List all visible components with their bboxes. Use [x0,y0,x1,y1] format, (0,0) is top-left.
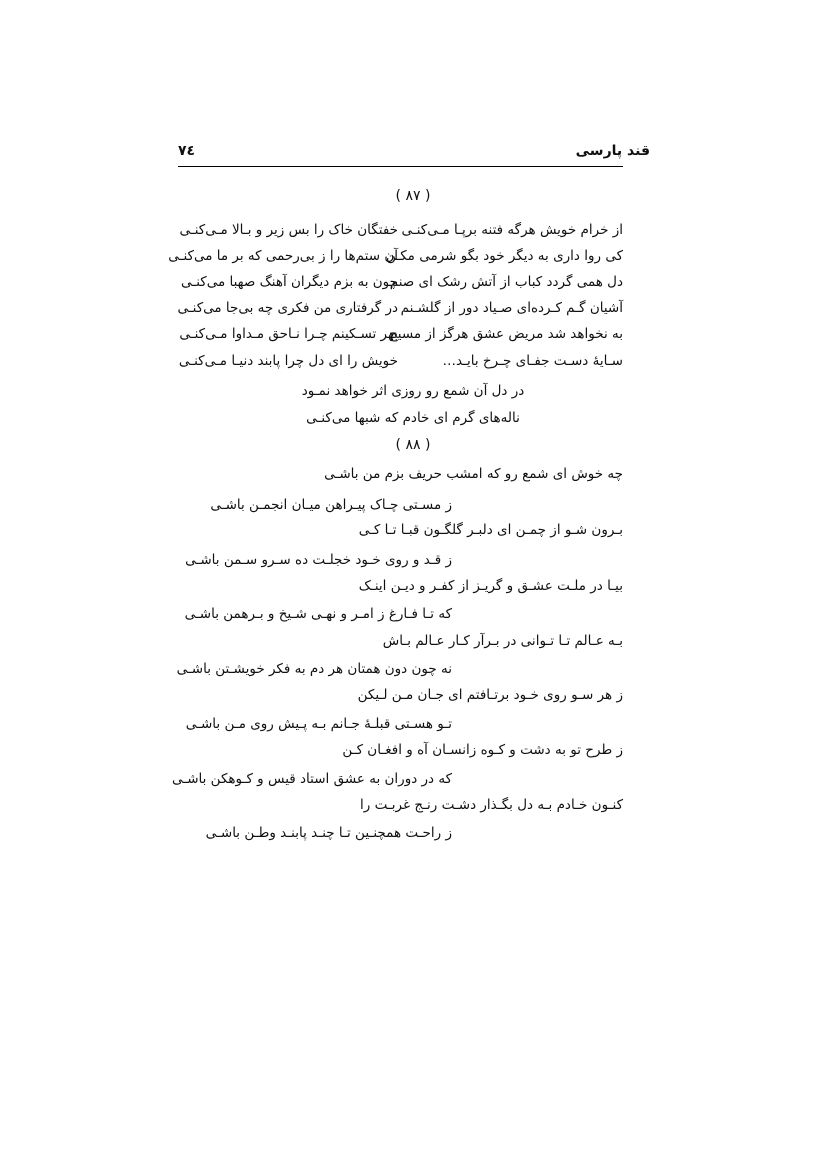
verse-line: بـه عـالم تـا تـوانی در بـرآر کـار عـالم بـاش [382,633,623,649]
verse-line: بیـا در ملـت عشـق و گریـز از کفـر و دیـن اینـک [358,578,623,594]
verse-line: بـرون شـو از چمـن ای دلبـر گلگـون قبـا تـا کـی [358,522,623,538]
verse-line: ز مسـتی چـاک پیـراهن میـان انجمـن باشـی [210,497,452,513]
verse-line: ز طرح تو به دشت و کـوه زانسـان آه و افغـان کـن [342,742,623,758]
verse-line: که در دوران به عشق استاد قیس و کـوهکن باشـی [172,771,452,787]
page-number: ٧٤ [178,143,196,159]
verse-line: ز قـد و روی خـود خجلـت ده سـرو سـمن باشـی [185,552,452,568]
couplet-right-4: آشیان گـم کـرده‌ای صـیاد دور از گلشـنم [400,300,623,316]
closing-line-2: ناله‌های گرم ای خادم که شبها می‌کنـی [306,410,520,426]
poem-number: ( ٨٧ ) [395,188,431,204]
verse-line: ز هر سـو روی خـود برتـافتم ای جـان مـن لـیکن [357,687,623,703]
couplet-left-1: خفتگان خاک را بس زیر و بـالا مـی‌کنـی [179,222,398,238]
running-head-title: قند پارسی [575,143,650,159]
closing-line-1: در دل آن شمع رو روزی اثر خواهد نمـود [301,383,525,399]
couplet-right-5: به نخواهد شد مریض عشق هرگز از مسیح [389,326,623,342]
verse-line: ز راحـت همچنـین تـا چنـد پابنـد وطـن باشـی [205,825,452,841]
verse-line: چه خوش ای شمع رو که امشب حریف بزم من باشـی [324,466,623,482]
verse-line: نه چون دون همتان هر دم به فکر خویشـتن باشـی [176,661,452,677]
verse-line: کنـون خـادم بـه دل بگـذار دشـت رنـج غربـت را [360,797,623,813]
poem-number: ( ٨٨ ) [395,437,431,453]
couplet-right-2: کی روا داری به دیگر خود بگو شرمی مکـن [386,248,623,264]
couplet-left-5: بهر تسـکینم چـرا نـاحق مـداوا مـی‌کنـی [179,326,398,342]
couplet-left-6: خویش را ای دل چرا پابند دنیـا مـی‌کنـی [178,353,398,369]
couplet-right-6: سـایهٔ دسـت جفـای چـرخ بایـد… [442,353,623,369]
couplet-left-4: در گرفتاری من فکری چه بی‌جا می‌کنـی [177,300,398,316]
verse-line: که تـا فـارغ ز امـر و نهـی شـیخ و بـرهمن باشـی [184,606,452,622]
couplet-right-1: از خرام خویش هرگه فتنه برپـا مـی‌کنـی [401,222,623,238]
couplet-left-3: چون به بزم دیگران آهنگ صهبا می‌کنـی [181,274,398,290]
couplet-right-3: دل همی گردد کباب از آتش رشک ای صنم [389,274,623,290]
couplet-left-2: آن ستم‌ها را ز بی‌رحمی که بر ما می‌کنـی [168,248,398,264]
verse-line: تـو هسـتی قبلـهٔ جـانم بـه پـیش روی مـن باشـی [185,716,452,732]
header-rule [178,166,623,167]
